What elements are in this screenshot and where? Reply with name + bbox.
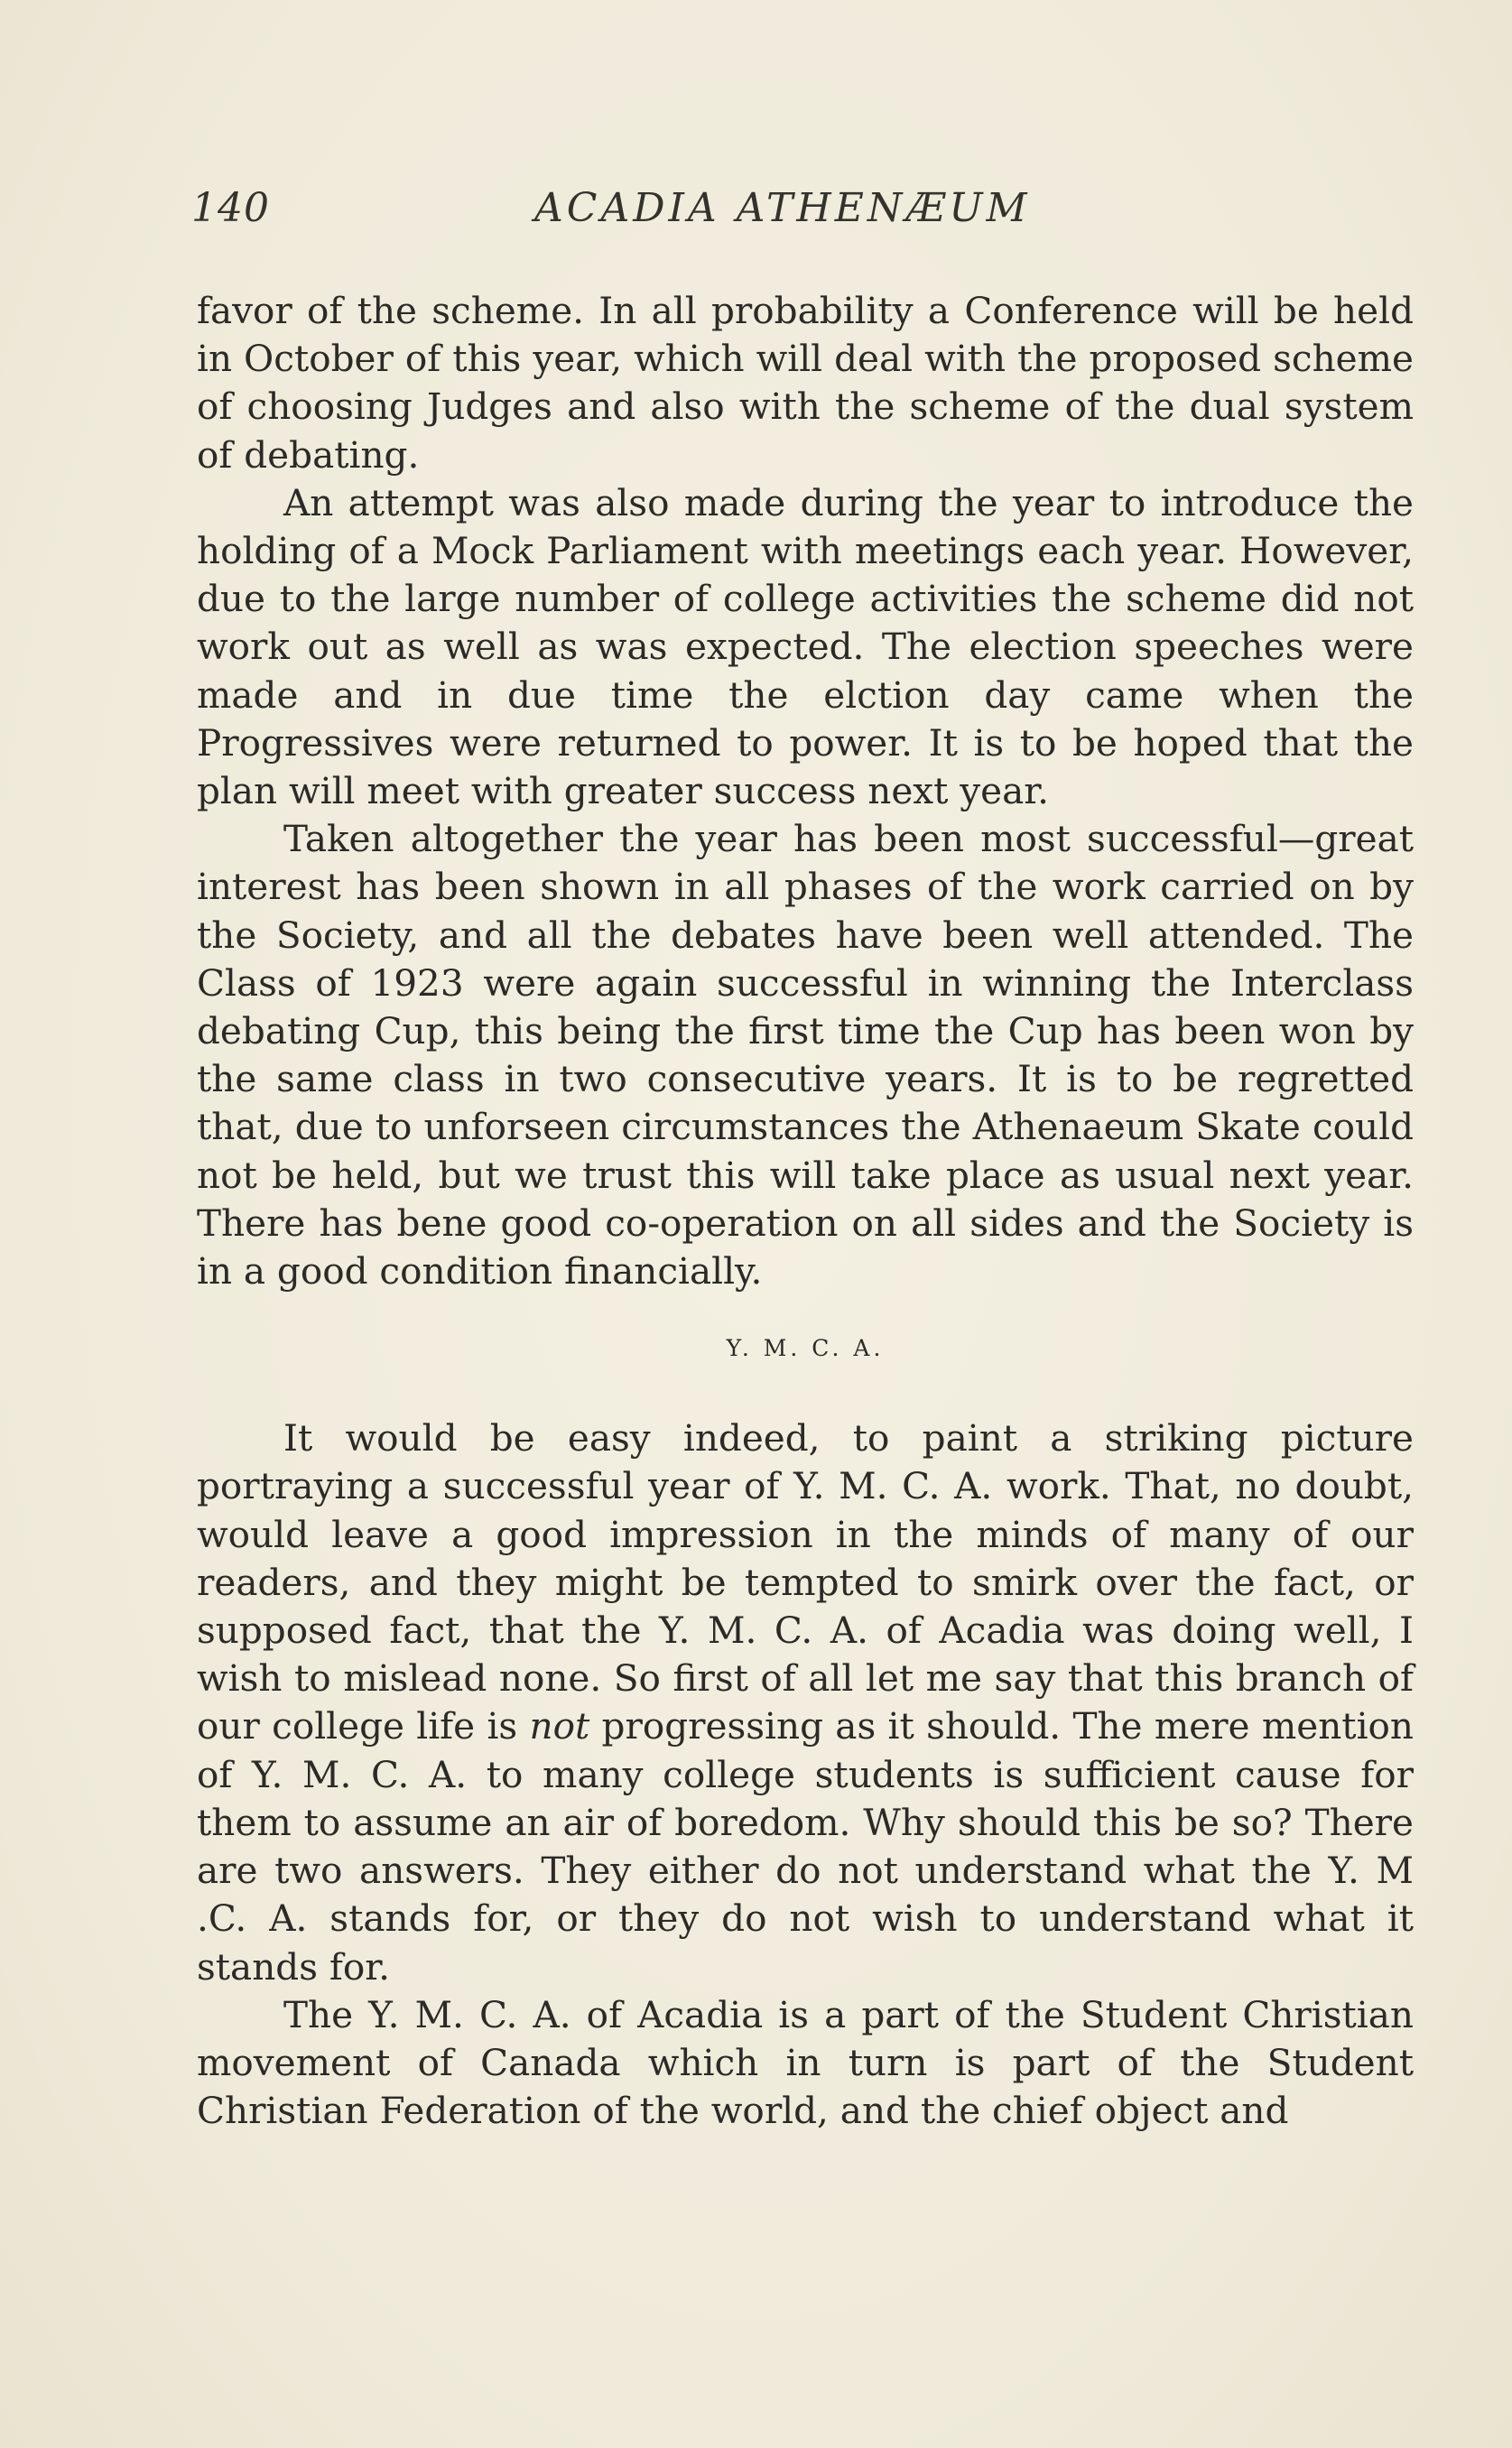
section-heading-ymca: Y. M. C. A. (726, 1335, 885, 1362)
paragraph-ymca-intro (197, 1414, 1414, 1990)
ymca-intro-text-a: It would be easy indeed, to paint a striking picture portraying a successful year of Y. M. C. A. work. That, no doubt, would leave a good impression in the minds of many of our readers, and they might be tempted to smirk over the fact, or supposed fact, that the Y. M. C. A. of Acadia was doing well, I wish to mislead none. So first of all let me say that this branch of our college life is (197, 1416, 1414, 1748)
paragraph-mock-parliament: An attempt was also made during the year to introduce the holding of a Mock Parliament with meetings each year. However, due to the large number of college activities the scheme did not work out as well as was expected. The election speeches were made and in due time the elction day came when the Progressives were returned to power. It is to be hoped that the plan will meet with greater success next year. (197, 480, 1414, 813)
emphasis-not: not (529, 1704, 590, 1748)
paragraph-year-summary: Taken altogether the year has been most successful—great interest has been shown in all phases of the work carried on by the Society, and all the debates have been well attended. The Class of 1923 were again successful in winning the Interclass debating Cup, this being the first time the Cup has been won by the same class in two consecutive years. It is to be regretted that, due to unforseen circumstances the Athenaeum Skate could not be held, but we trust this will take place as usual next year. There has bene good co-operation on all sides and the Society is in a good condition financially. (197, 817, 1414, 1294)
paragraph-ymca-movement: The Y. M. C. A. of Acadia is a part of the Student Christian movement of Canada which in turn is part of the Student Christian Federation of the world, and the chief object and (197, 1992, 1414, 2133)
running-title: ACADIA ATHENÆUM (534, 185, 1031, 231)
page-number: 140 (191, 185, 270, 231)
running-header (191, 185, 1049, 239)
body-text (197, 287, 1414, 2135)
ymca-intro-text-b: progressing as it should. The mere mention of Y. M. C. A. to many college students is sufficient cause for them to assume an air of boredom. Why should this be so? There are two answers. They either do not understand what the Y. M .C. A. stands for, or they do not wish to understand what it stands for. (197, 1704, 1414, 1989)
paragraph-continuation: favor of the scheme. In all probability a Conference will be held in October of this year, which will deal with the proposed scheme of choosing Judges and also with the scheme of the dual system of debating. (197, 289, 1414, 477)
